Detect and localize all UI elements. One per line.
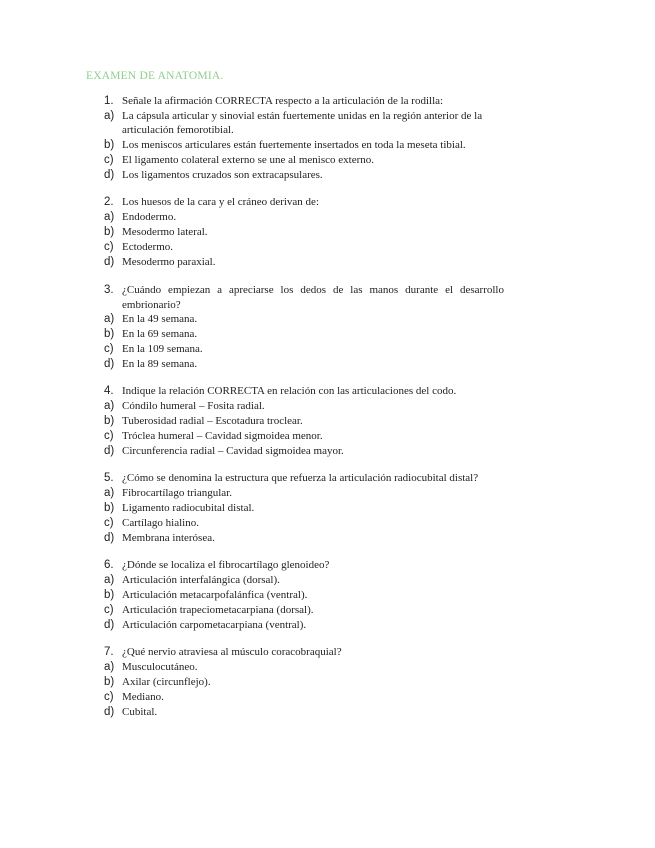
option-text: Cóndilo humeral – Fosita radial. — [122, 399, 265, 412]
option-letter: b) — [104, 139, 115, 152]
option-text: Tuberosidad radial – Escotadura troclear. — [122, 414, 303, 427]
option-c — [104, 429, 504, 444]
option-c — [104, 690, 504, 705]
option-text: Ligamento radiocubital distal. — [122, 501, 255, 514]
question-number: 5. — [104, 472, 114, 484]
question-number: 7. — [104, 646, 114, 658]
question-2 — [104, 195, 504, 269]
option-text: Musculocutáneo. — [122, 660, 198, 673]
option-text: Tróclea humeral – Cavidad sigmoidea menor. — [122, 429, 323, 442]
option-text: Cartílago hialino. — [122, 516, 199, 529]
option-text: Mesodermo lateral. — [122, 225, 208, 238]
option-letter: c) — [104, 154, 114, 167]
option-text: Articulación trapeciometacarpiana (dorsal). — [122, 603, 314, 616]
option-letter: a) — [104, 486, 115, 499]
option-letter: c) — [104, 429, 114, 442]
question-text: Señale la afirmación CORRECTA respecto a la articulación de la rodilla: — [122, 95, 444, 107]
question-number: 1. — [104, 95, 114, 107]
option-letter: d) — [104, 531, 115, 544]
option-d — [104, 618, 504, 633]
option-letter: c) — [104, 343, 114, 356]
option-letter: d) — [104, 705, 115, 718]
option-b — [104, 414, 504, 429]
question-5 — [104, 471, 504, 545]
option-a — [104, 399, 504, 414]
option-text: Membrana interósea. — [122, 531, 215, 544]
option-text: Los ligamentos cruzados son extracapsulares. — [122, 169, 323, 182]
option-letter: d) — [104, 255, 115, 268]
option-d — [104, 168, 504, 183]
option-a — [104, 210, 504, 225]
question-number: 6. — [104, 559, 114, 571]
option-text: Axilar (circunflejo). — [122, 675, 211, 688]
option-text: La cápsula articular y sinovial están fuertemente unidas en la región anterior de la articulación femorotibial. — [122, 109, 483, 137]
option-text: Cubital. — [122, 705, 158, 718]
option-letter: d) — [104, 444, 115, 457]
option-d — [104, 357, 504, 372]
question-4 — [104, 384, 504, 458]
option-b — [104, 675, 504, 690]
option-text: En la 69 semana. — [122, 328, 198, 341]
option-d — [104, 531, 504, 546]
option-letter: a) — [104, 109, 115, 122]
option-b — [104, 588, 504, 603]
option-b — [104, 225, 504, 240]
question-6 — [104, 558, 504, 632]
option-c — [104, 603, 504, 618]
option-c — [104, 240, 504, 255]
option-d — [104, 444, 504, 459]
option-letter: a) — [104, 399, 115, 412]
option-b — [104, 138, 504, 153]
option-text: Los meniscos articulares están fuertemente insertados en toda la meseta tibial. — [122, 139, 466, 152]
option-text: Articulación interfalángica (dorsal). — [122, 573, 280, 586]
option-letter: c) — [104, 516, 114, 529]
option-text: Endodermo. — [122, 210, 177, 223]
question-number: 3. — [104, 284, 114, 296]
option-letter: d) — [104, 618, 115, 631]
question-1 — [104, 94, 504, 183]
option-letter: b) — [104, 588, 115, 601]
option-b — [104, 501, 504, 516]
option-letter: b) — [104, 328, 115, 341]
question-text: ¿Dónde se localiza el fibrocartílago glenoideo? — [122, 559, 330, 571]
question-text: ¿Cuándo empiezan a apreciarse los dedos de las manos durante el desarrollo embrionario? — [122, 284, 504, 311]
option-c — [104, 153, 504, 168]
option-text: Fibrocartílago triangular. — [122, 486, 232, 499]
option-letter: b) — [104, 501, 115, 514]
option-a — [104, 109, 504, 138]
option-a — [104, 573, 504, 588]
option-letter: c) — [104, 690, 114, 703]
question-number: 2. — [104, 196, 114, 208]
option-text: Circunferencia radial – Cavidad sigmoidea mayor. — [122, 444, 344, 457]
option-letter: d) — [104, 169, 115, 182]
option-letter: a) — [104, 573, 115, 586]
option-text: Mesodermo paraxial. — [122, 255, 216, 268]
option-text: En la 49 semana. — [122, 313, 198, 326]
option-letter: b) — [104, 225, 115, 238]
option-text: Articulación metacarpofalánfica (ventral). — [122, 588, 308, 601]
option-d — [104, 705, 504, 720]
option-text: En la 109 semana. — [122, 343, 203, 356]
question-7 — [104, 645, 504, 719]
option-letter: a) — [104, 210, 115, 223]
exam-title: EXAMEN DE ANATOMIA. — [86, 70, 224, 82]
option-a — [104, 312, 504, 327]
option-text: En la 89 semana. — [122, 358, 198, 371]
question-number: 4. — [104, 385, 114, 397]
question-text: ¿Qué nervio atraviesa al músculo coracobraquial? — [122, 646, 342, 658]
option-a — [104, 660, 504, 675]
option-letter: c) — [104, 603, 114, 616]
question-3 — [104, 283, 504, 372]
option-text: El ligamento colateral externo se une al menisco externo. — [122, 154, 374, 167]
option-letter: d) — [104, 358, 115, 371]
option-letter: a) — [104, 660, 115, 673]
option-b — [104, 327, 504, 342]
option-letter: a) — [104, 313, 115, 326]
option-letter: c) — [104, 240, 114, 253]
option-d — [104, 255, 504, 270]
option-a — [104, 486, 504, 501]
option-text: Articulación carpometacarpiana (ventral). — [122, 618, 307, 631]
option-text: Mediano. — [122, 690, 164, 703]
option-c — [104, 516, 504, 531]
option-c — [104, 342, 504, 357]
option-letter: b) — [104, 675, 115, 688]
option-text: Ectodermo. — [122, 240, 174, 253]
question-text: Los huesos de la cara y el cráneo derivan de: — [122, 196, 319, 208]
question-text: ¿Cómo se denomina la estructura que refuerza la articulación radiocubital distal? — [122, 472, 479, 484]
option-letter: b) — [104, 414, 115, 427]
question-text: Indique la relación CORRECTA en relación con las articulaciones del codo. — [122, 385, 457, 397]
